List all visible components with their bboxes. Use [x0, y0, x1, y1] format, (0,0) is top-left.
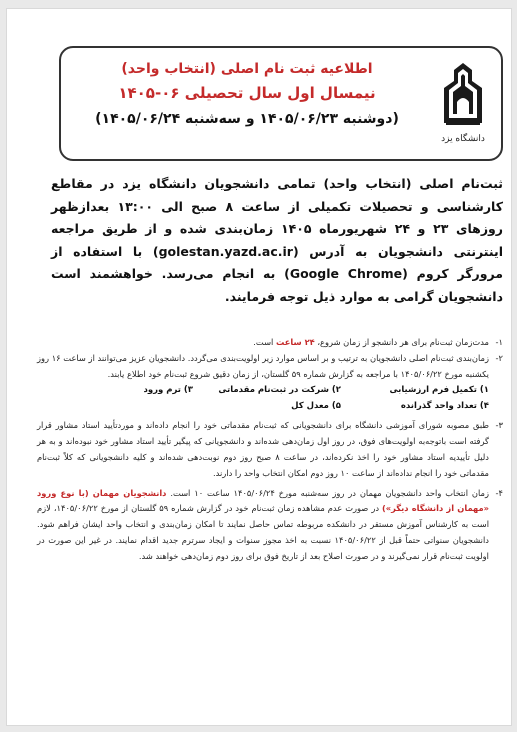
priority-option: ۱) تکمیل فرم ارزشیابی: [389, 385, 489, 396]
note-text: زمان انتخاب واحد دانشجویان مهمان در روز سه‌شنبه مورخ ۱۴۰۵/۰۶/۲۴ ساعت ۱۰ است.: [166, 487, 490, 498]
note-highlight: ۲۴ ساعت: [275, 337, 315, 347]
university-emblem-icon: [434, 61, 492, 129]
announcement-title: اطلاعیه ثبت نام اصلی (انتخاب واحد): [121, 61, 373, 77]
priority-options: [37, 382, 503, 414]
note-text: طبق مصوبه شورای آموزشی دانشگاه برای دانشجویانی که ثبت‌نام مقدماتی خود را انجام داده‌اند و مورد‌تأیید استاد مشاور قرار گرفته است باتوجه‌به اولویت‌های فوق، در روز اول زمان‌دهی شده‌اند و دانشجویانی که پیگیر تأیید استاد مشاور خود نبوده‌اند و به هر دلیل تأییدیه استاد مشاور خود را اخذ نکرده‌اند، در ساعت ۸ صبح روز دوم نوبت‌دهی شده‌اند و کلیه دانشجویانی که کلاً ثبت‌نام مقدماتی خود را انجام نداده‌اند از ساعت ۱۰ روز دوم امکان انتخاب واحد را دارند.: [37, 420, 489, 478]
note-number: ۱-: [495, 337, 503, 347]
registration-dates: (دوشنبه ۱۴۰۵/۰۶/۲۳ و سه‌شنبه ۱۴۰۵/۰۶/۲۴): [95, 111, 399, 127]
note-text-end: در صورت عدم مشاهده زمان ثبت‌نام خود در گزارش شماره ۵۹ گلستان از مورخ ۱۴۰۵/۰۶/۲۲، لازم است به کارشناس آموزش مستقر در دانشکده مربوطه تماس حاصل نمایند تا امکان زمان‌بندی و انتخاب واحد ایشان فراهم شود. دانشجویان سنواتی حتماً قبل از ۱۴۰۵/۰۶/۲۲ نسبت به اخذ مجوز سنوات و ایجاد سرترم جدید اقدام نمایند. در غیر این صورت در اولویت ثبت‌نام قرار نمی‌گیرند و در صورت اصلاح بعد از تاریخ فوق برای روز دوم زمان‌دهی خواهند شد.: [37, 503, 489, 561]
announcement-header: [69, 57, 425, 132]
note-number: ۲-: [495, 352, 503, 363]
note-item-2: [37, 351, 503, 383]
priority-option: ۵) معدل کل: [291, 401, 341, 412]
priority-option: ۳) ترم ورود: [143, 385, 193, 396]
note-item-4: [37, 486, 503, 565]
note-text: مدت‌زمان ثبت‌نام برای هر دانشجو از زمان شروع،: [314, 337, 489, 347]
logo-caption: دانشگاه یزد: [441, 134, 485, 144]
intro-paragraph: ثبت‌نام اصلی (انتخاب واحد) تمامی دانشجویان دانشگاه یزد در مقاطع کارشناسی و تحصیلات تکمیلی از ساعت ۸ صبح الی ۱۳:۰۰ بعدازظهر روزهای ۲۳ و ۲۴ شهریورماه ۱۴۰۵ زمان‌بندی شده و از طریق مراجعه اینترنتی دانشجویان به آدرس (golestan.yazd.ac.ir) با استفاده از مرورگر کروم (Google Chrome) به انجام می‌رسد. خواهشمند است دانشجویان گرامی به موارد ذیل توجه فرمایند.: [51, 176, 504, 304]
note-highlight: دانشجویان مهمان (با نوع ورود «مهمان از دانشگاه دیگر»): [37, 487, 489, 514]
priority-option: ۲) شرکت در ثبت‌نام مقدماتی: [218, 385, 341, 396]
university-logo: [427, 61, 499, 151]
note-item-1: [37, 335, 503, 351]
note-item-3: [37, 418, 503, 481]
note-number: ۳-: [495, 420, 503, 431]
note-text: زمان‌بندی ثبت‌نام اصلی دانشجویان به ترتیب و بر اساس موارد زیر اولویت‌بندی می‌گردد. دانشجویان عزیز می‌توانند از ساعت ۱۶ روز یکشنبه مورخ ۱۴۰۵/۰۶/۲۲ با مراجعه به گزارش شماره ۵۹ گلستان، از زمان دقیق شروع ثبت‌نام خود اطلاع یابند.: [37, 352, 489, 379]
priority-option: [37, 398, 193, 414]
priority-option: ۴) تعداد واحد گذرانده: [400, 401, 489, 412]
announcement-page: [6, 8, 512, 726]
semester-subtitle: نیمسال اول سال تحصیلی ۰۶-۱۴۰۵: [118, 84, 376, 102]
note-text-end: است.: [253, 337, 276, 347]
note-number: ۴-: [495, 487, 503, 498]
notes-list: [37, 335, 503, 565]
